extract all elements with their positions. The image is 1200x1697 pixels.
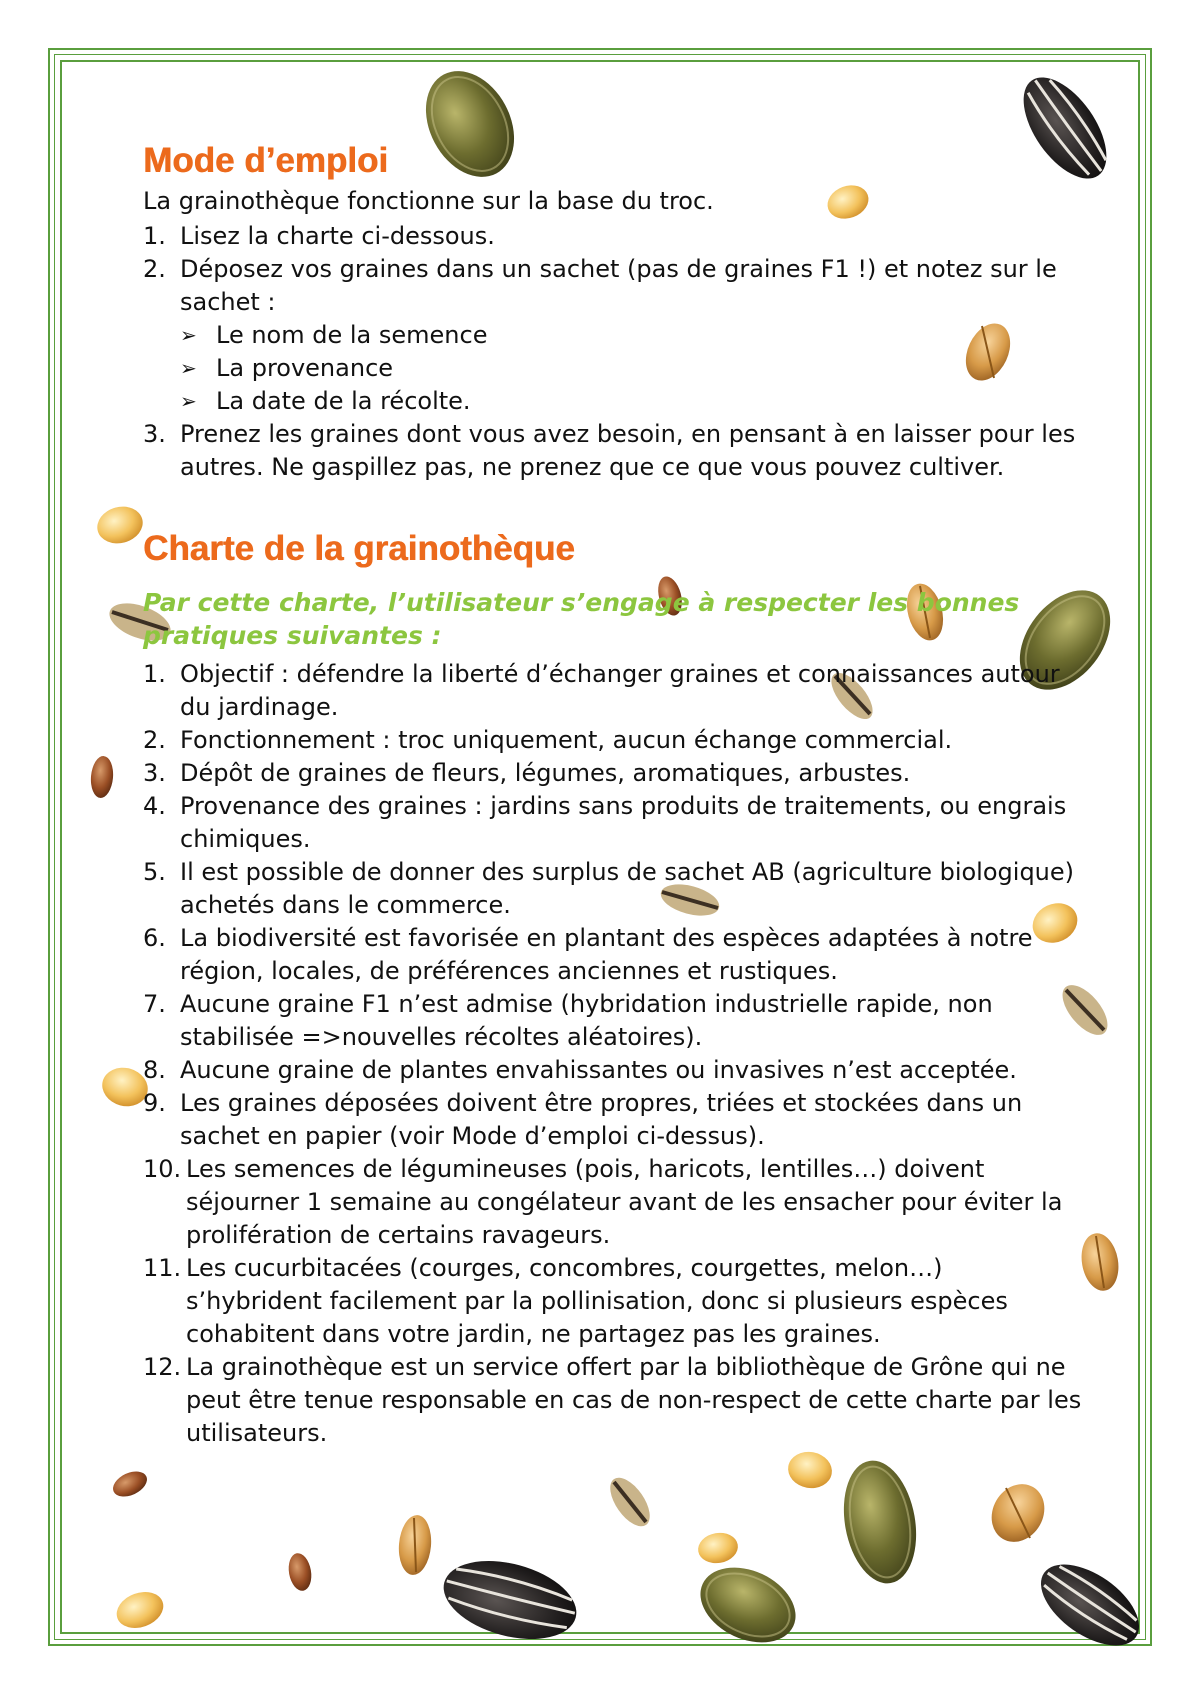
list-item bbox=[143, 418, 1083, 484]
list-item: 4. Provenance des graines : jardins sans produits de traitements, ou engrais chimiques. bbox=[143, 792, 1067, 853]
pumpkin-seed-icon bbox=[688, 1553, 807, 1657]
flax-seed-icon bbox=[286, 1551, 314, 1592]
sub-list-item: ➢ Le nom de la semence bbox=[180, 319, 1083, 352]
charte-subtitle: Par cette charte, l’utilisateur s’engage à respecter les bonnes pratiques suivantes : bbox=[143, 588, 1020, 650]
list-item: 9. Les graines déposées doivent être propres, triées et stockées dans un sachet en papier (voir Mode d’emploi ci-dessus). bbox=[143, 1089, 1023, 1150]
arrow-bullet-icon: ➢ bbox=[180, 322, 197, 347]
pumpkin-seed-icon bbox=[835, 1455, 925, 1589]
list-number: 1. bbox=[143, 221, 166, 250]
list-item: 5. Il est possible de donner des surplus de sachet AB (agriculture biologique) achetés dans le commerce. bbox=[143, 858, 1075, 919]
sachet-info-list bbox=[180, 319, 1083, 418]
list-item: 12. La grainothèque est un service offert par la bibliothèque de Grône qui ne peut être tenue responsable en cas de non-respect de cette charte par les utilisateurs. bbox=[143, 1353, 1082, 1447]
sub-list-item: ➢ La date de la récolte. bbox=[180, 385, 1083, 418]
corn-kernel-icon bbox=[785, 1448, 835, 1491]
corn-kernel-icon bbox=[696, 1530, 741, 1566]
list-item: 8. Aucune graine de plantes envahissantes ou invasives n’est acceptée. bbox=[143, 1056, 1017, 1084]
list-item bbox=[143, 220, 1083, 253]
corn-kernel-icon bbox=[93, 502, 147, 549]
list-item bbox=[143, 253, 1083, 418]
list-number: 2. bbox=[143, 254, 166, 283]
wheat-grain-icon bbox=[1077, 1230, 1123, 1293]
charte-title: Charte de la grainothèque bbox=[143, 528, 575, 568]
flax-seed-icon bbox=[89, 755, 115, 799]
list-text: Lisez la charte ci-dessous. bbox=[180, 221, 495, 250]
list-text: Déposez vos graines dans un sachet (pas de graines F1 !) et notez sur le sachet : bbox=[180, 254, 1057, 316]
list-item: 6. La biodiversité est favorisée en plantant des espèces adaptées à notre région, locales, de préférences anciennes et rustiques. bbox=[143, 924, 1033, 985]
page-content bbox=[143, 142, 1083, 1450]
list-item: 2. Fonctionnement : troc uniquement, aucun échange commercial. bbox=[143, 726, 953, 754]
list-number: 3. bbox=[143, 419, 166, 448]
arrow-bullet-icon: ➢ bbox=[180, 355, 197, 380]
list-item: 3. Dépôt de graines de fleurs, légumes, aromatiques, arbustes. bbox=[143, 759, 911, 787]
flax-seed-icon bbox=[109, 1466, 151, 1501]
list-item: 11. Les cucurbitacées (courges, concombres, courgettes, melon…) s’hybrident facilement par la pollinisation, donc si plusieurs espèces cohabitent dans votre jardin, ne partagez pas les graines. bbox=[143, 1254, 1008, 1348]
list-item: 1. Objectif : défendre la liberté d’échanger graines et connaissances autour du jardinage. bbox=[143, 660, 1060, 721]
wheat-grain-icon bbox=[981, 1475, 1054, 1552]
striped-seed-icon bbox=[602, 1471, 657, 1533]
list-text: Prenez les graines dont vous avez besoin, en pensant à en laisser pour les autres. Ne gaspillez pas, ne prenez que ce que vous pouvez cultiver. bbox=[180, 419, 1076, 481]
arrow-bullet-icon: ➢ bbox=[180, 388, 197, 413]
list-item: 7. Aucune graine F1 n’est admise (hybridation industrielle rapide, non stabilisée =>nouvelles récoltes aléatoires). bbox=[143, 990, 993, 1051]
wheat-grain-icon bbox=[396, 1514, 433, 1577]
sub-list-item: ➢ La provenance bbox=[180, 352, 1083, 385]
list-item: 10. Les semences de légumineuses (pois, haricots, lentilles…) doivent séjourner 1 semaine au congélateur avant de les ensacher pour éviter la prolifération de certains ravageurs. bbox=[143, 1155, 1063, 1249]
charte-items bbox=[143, 658, 1083, 1450]
mode-emploi-title: Mode d’emploi bbox=[143, 141, 388, 180]
mode-emploi-intro: La grainothèque fonctionne sur la base du troc. bbox=[143, 186, 714, 215]
mode-emploi-steps bbox=[143, 220, 1083, 484]
sunflower-seed-icon bbox=[1027, 1548, 1153, 1661]
corn-kernel-icon bbox=[112, 1586, 169, 1634]
